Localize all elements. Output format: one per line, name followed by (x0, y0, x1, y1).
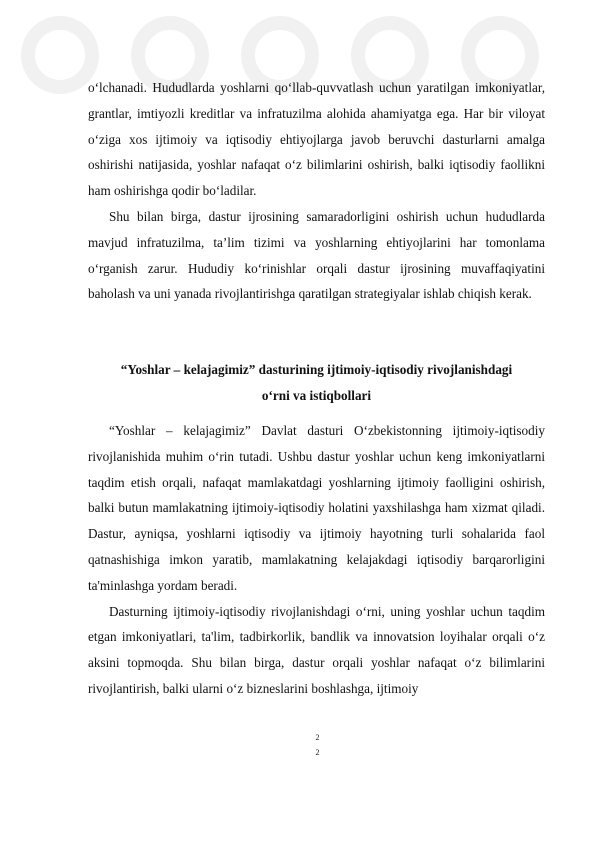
paragraph-3: “Yoshlar – kelajagimiz” Davlat dasturi O‘zbekistonning ijtimoiy-iqtisodiy rivojlanishida muhim o‘rin tutadi. Ushbu dastur yoshlar uchun keng imkoniyatlarni taqdim etish orqali, nafaqat mamlakatdagi yoshlarning ijtimoiy faolligini oshirish, balki butun mamlakatning ijtimoiy-iqtisodiy holatini yaxshilashga ham xizmat qiladi. Dastur, ayniqsa, yoshlarni iqtisodiy va ijtimoiy hayotning turli sohalarida faol qatnashishiga imkon yaratib, mamlakatning kelajakdagi iqtisodiy barqarorligini ta'minlashga yordam beradi. (88, 423, 545, 593)
paragraph-4: Dasturning ijtimoiy-iqtisodiy rivojlanishdagi o‘rni, uning yoshlar uchun taqdim etgan imkoniyatlari, ta'lim, tadbirkorlik, bandlik va innovatsion loyihalar orqali o‘z aksini topmoqda. Shu bilan birga, dastur orqali yoshlar nafaqat o‘z bilimlarini rivojlantirish, balki ularni o‘z bizneslarini boshlashga, ijtimoiy (88, 603, 545, 696)
page-number-secondary: 2 (315, 748, 320, 757)
body-text-top (88, 75, 545, 307)
paragraph-1: o‘lchanadi. Hududlarda yoshlarni qo‘llab-quvvatlash uchun yaratilgan imkoniyatlar, grantlar, imtiyozli kreditlar va infratuzilma alohida ahamiyatga ega. Har bir viloyat o‘ziga xos ijtimoiy va iqtisodiy ehtiyojlarga javob beruvchi dasturlarni amalga oshirishi natijasida, yoshlar nafaqat o‘z bilimlarini oshirish, balki iqtisodiy faollikni ham oshirishga qodir bo‘ladilar. (88, 80, 545, 199)
paragraph-2: Shu bilan birga, dastur ijrosining samaradorligini oshirish uchun hududlarda mavjud infratuzilma, ta’lim tizimi va yoshlarning ehtiyojlarini har tomonlama o‘rganish zarur. Hududiy ko‘rinishlar orqali dastur ijrosining muvaffaqiyatini baholash va uni yanada rivojlantirishga qaratilgan strategiyalar ishlab chiqish kerak. (88, 208, 545, 302)
heading-line-1: “Yoshlar – kelajagimiz” dasturining ijtimoiy-iqtisodiy rivojlanishdagi (120, 362, 513, 377)
page-number: 2 (315, 733, 320, 742)
body-text-bottom (88, 418, 545, 702)
heading-line-2: o‘rni va istiqbollari (261, 387, 372, 403)
section-heading (88, 357, 545, 408)
